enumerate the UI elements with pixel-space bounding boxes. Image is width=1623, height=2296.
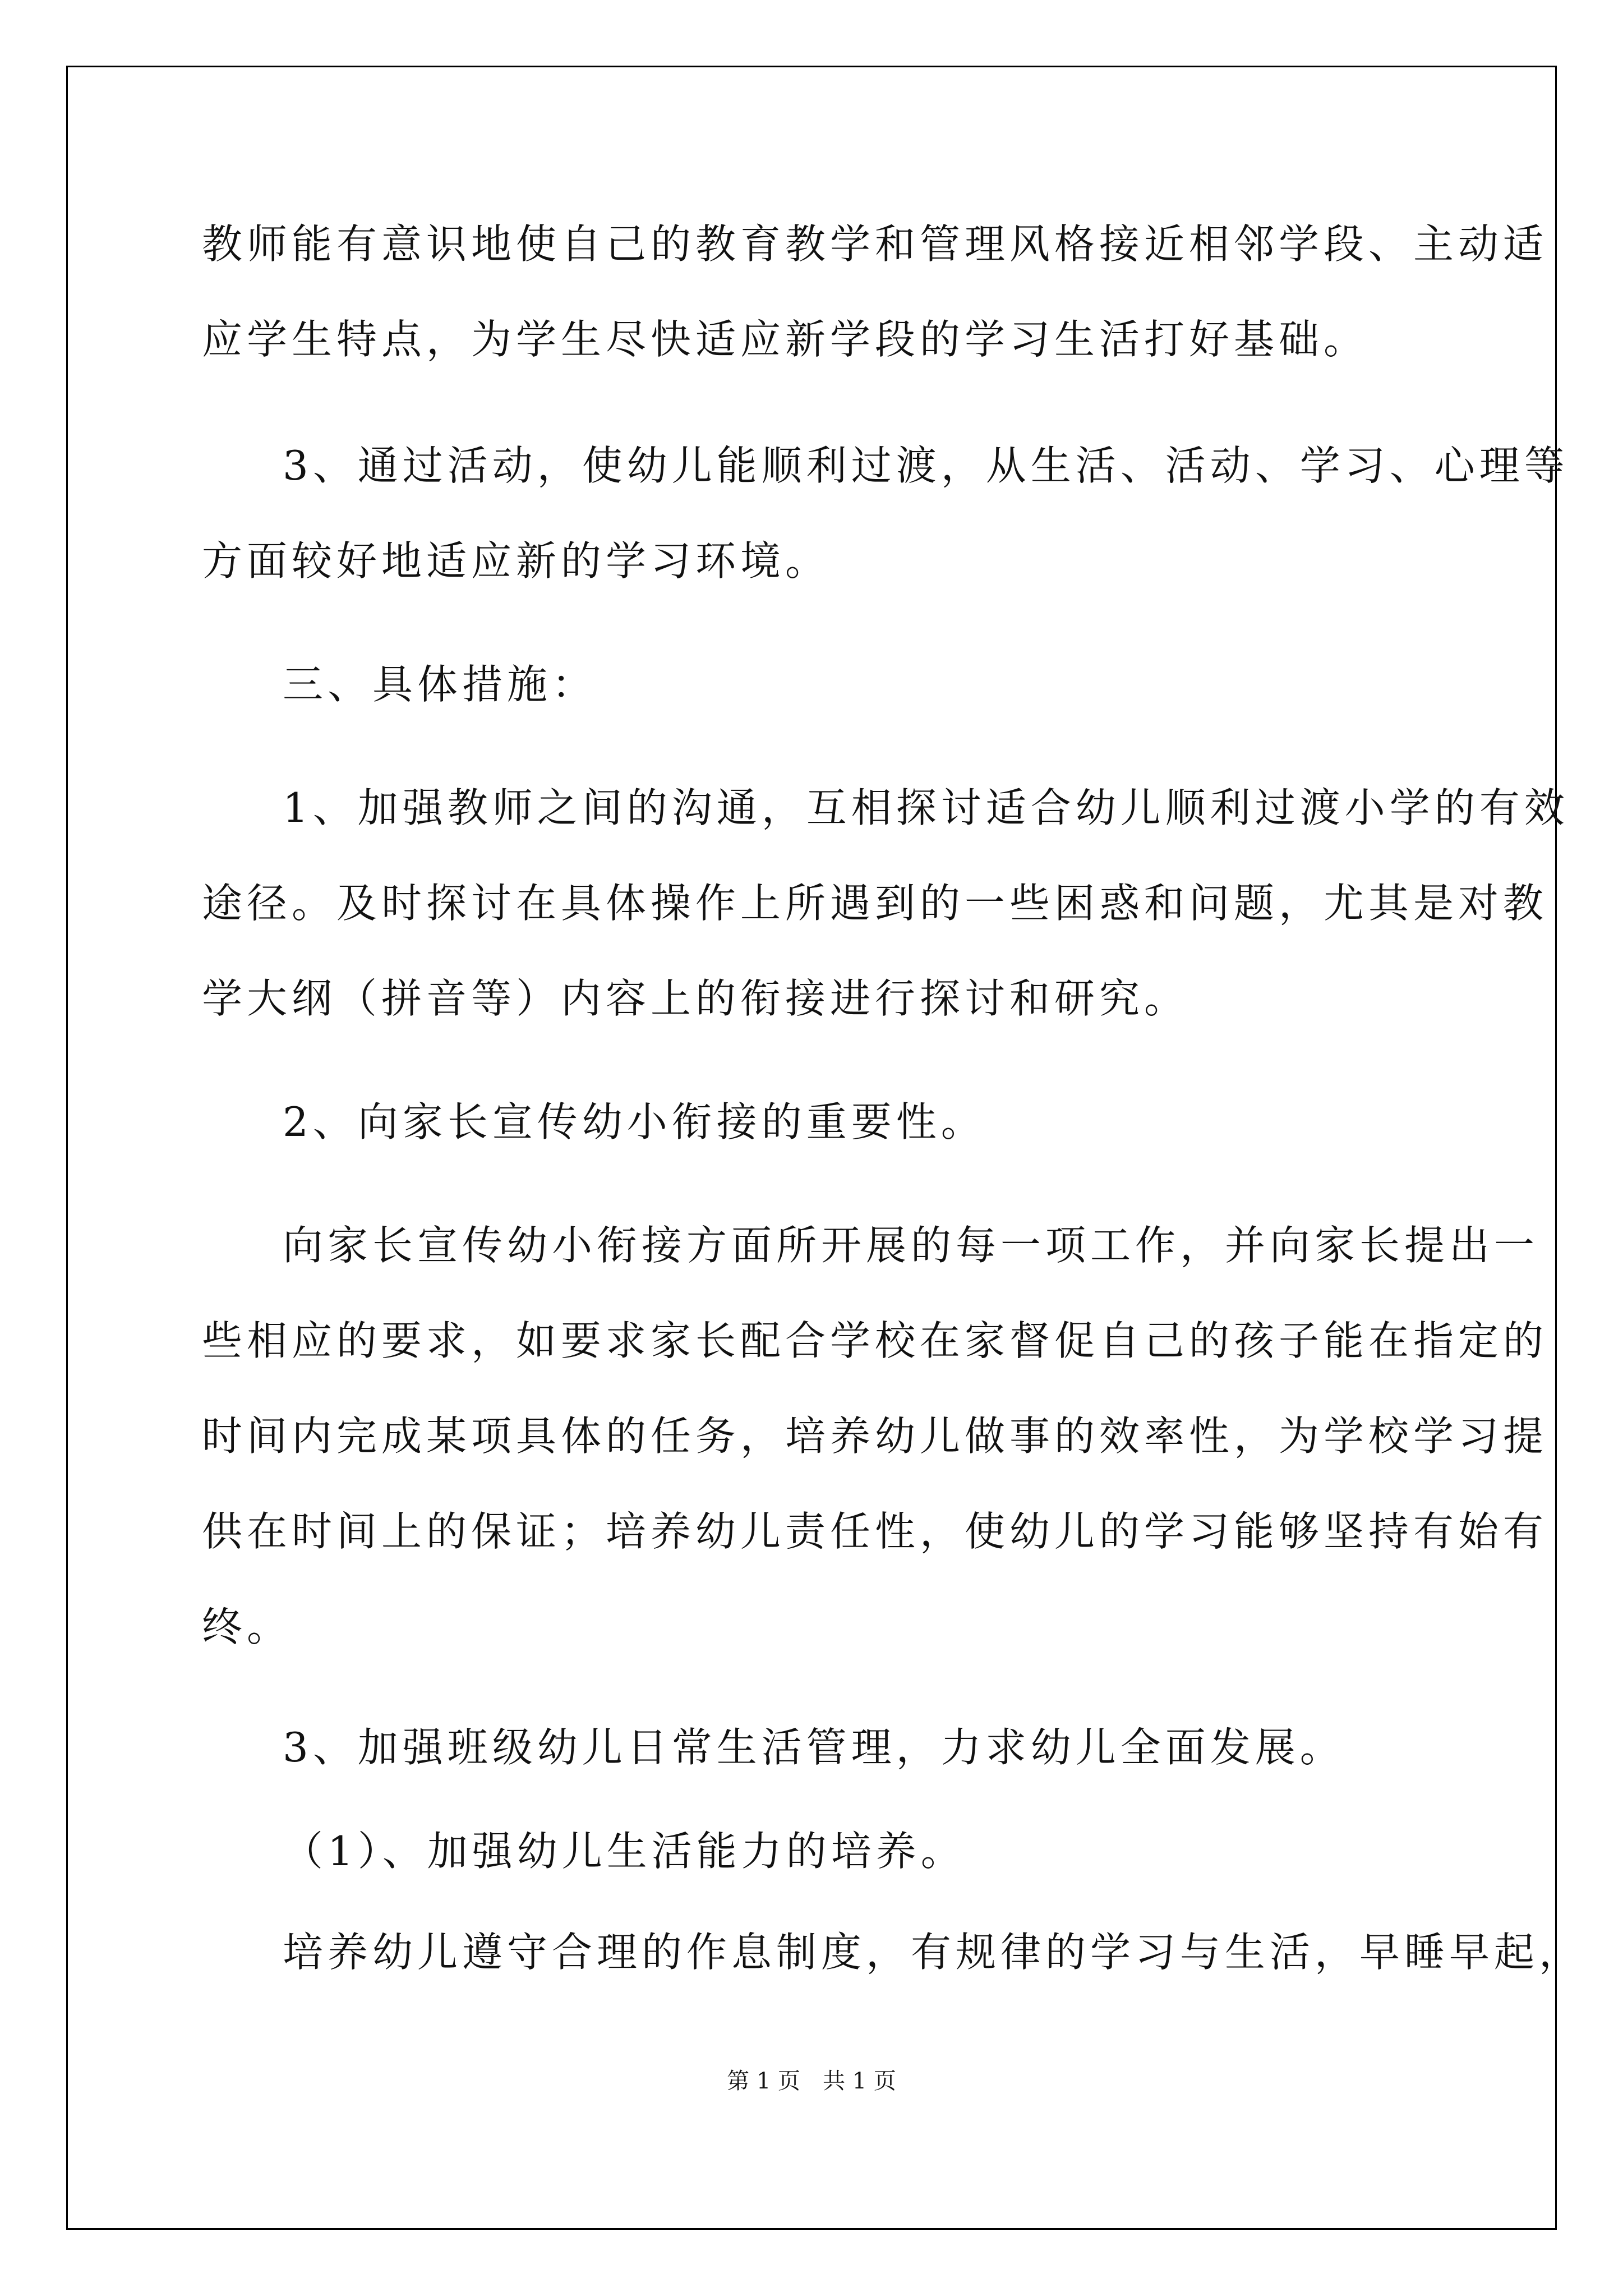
body-text-line: 向家长宣传幼小衔接方面所开展的每一项工作，并向家长提出一	[283, 1222, 1539, 1269]
body-text-line: 终。	[202, 1603, 292, 1650]
body-text-line: 教师能有意识地使自己的教育教学和管理风格接近相邻学段、主动适	[202, 220, 1548, 268]
body-text-line: 3、通过活动，使幼儿能顺利过渡，从生活、活动、学习、心理等	[283, 442, 1569, 489]
body-text-line: 3、加强班级幼儿日常生活管理，力求幼儿全面发展。	[283, 1724, 1345, 1771]
body-text-line: 时间内完成某项具体的任务，培养幼儿做事的效率性，为学校学习提	[202, 1412, 1548, 1460]
section-heading: 三、具体措施：	[283, 661, 597, 708]
body-text-line: 1、加强教师之间的沟通，互相探讨适合幼儿顺利过渡小学的有效	[283, 784, 1569, 831]
body-text-line: 途径。及时探讨在具体操作上所遇到的一些困惑和问题，尤其是对教	[202, 880, 1548, 927]
body-text-line: 方面较好地适应新的学习环境。	[202, 537, 831, 585]
body-text-line: （1）、加强幼儿生活能力的培养。	[283, 1828, 966, 1875]
page-number-footer: 第 1 页 共 1 页	[727, 2068, 896, 2094]
body-text-line: 供在时间上的保证；培养幼儿责任性，使幼儿的学习能够坚持有始有	[202, 1508, 1548, 1555]
body-text-line: 培养幼儿遵守合理的作息制度，有规律的学习与生活，早睡早起，	[283, 1929, 1584, 1976]
body-text-line: 学大纲（拼音等）内容上的衔接进行探讨和研究。	[202, 975, 1189, 1022]
body-text-line: 些相应的要求，如要求家长配合学校在家督促自己的孩子能在指定的	[202, 1317, 1548, 1364]
body-text-line: 2、向家长宣传幼小衔接的重要性。	[283, 1098, 986, 1145]
body-text-line: 应学生特点，为学生尽快适应新学段的学习生活打好基础。	[202, 316, 1369, 363]
